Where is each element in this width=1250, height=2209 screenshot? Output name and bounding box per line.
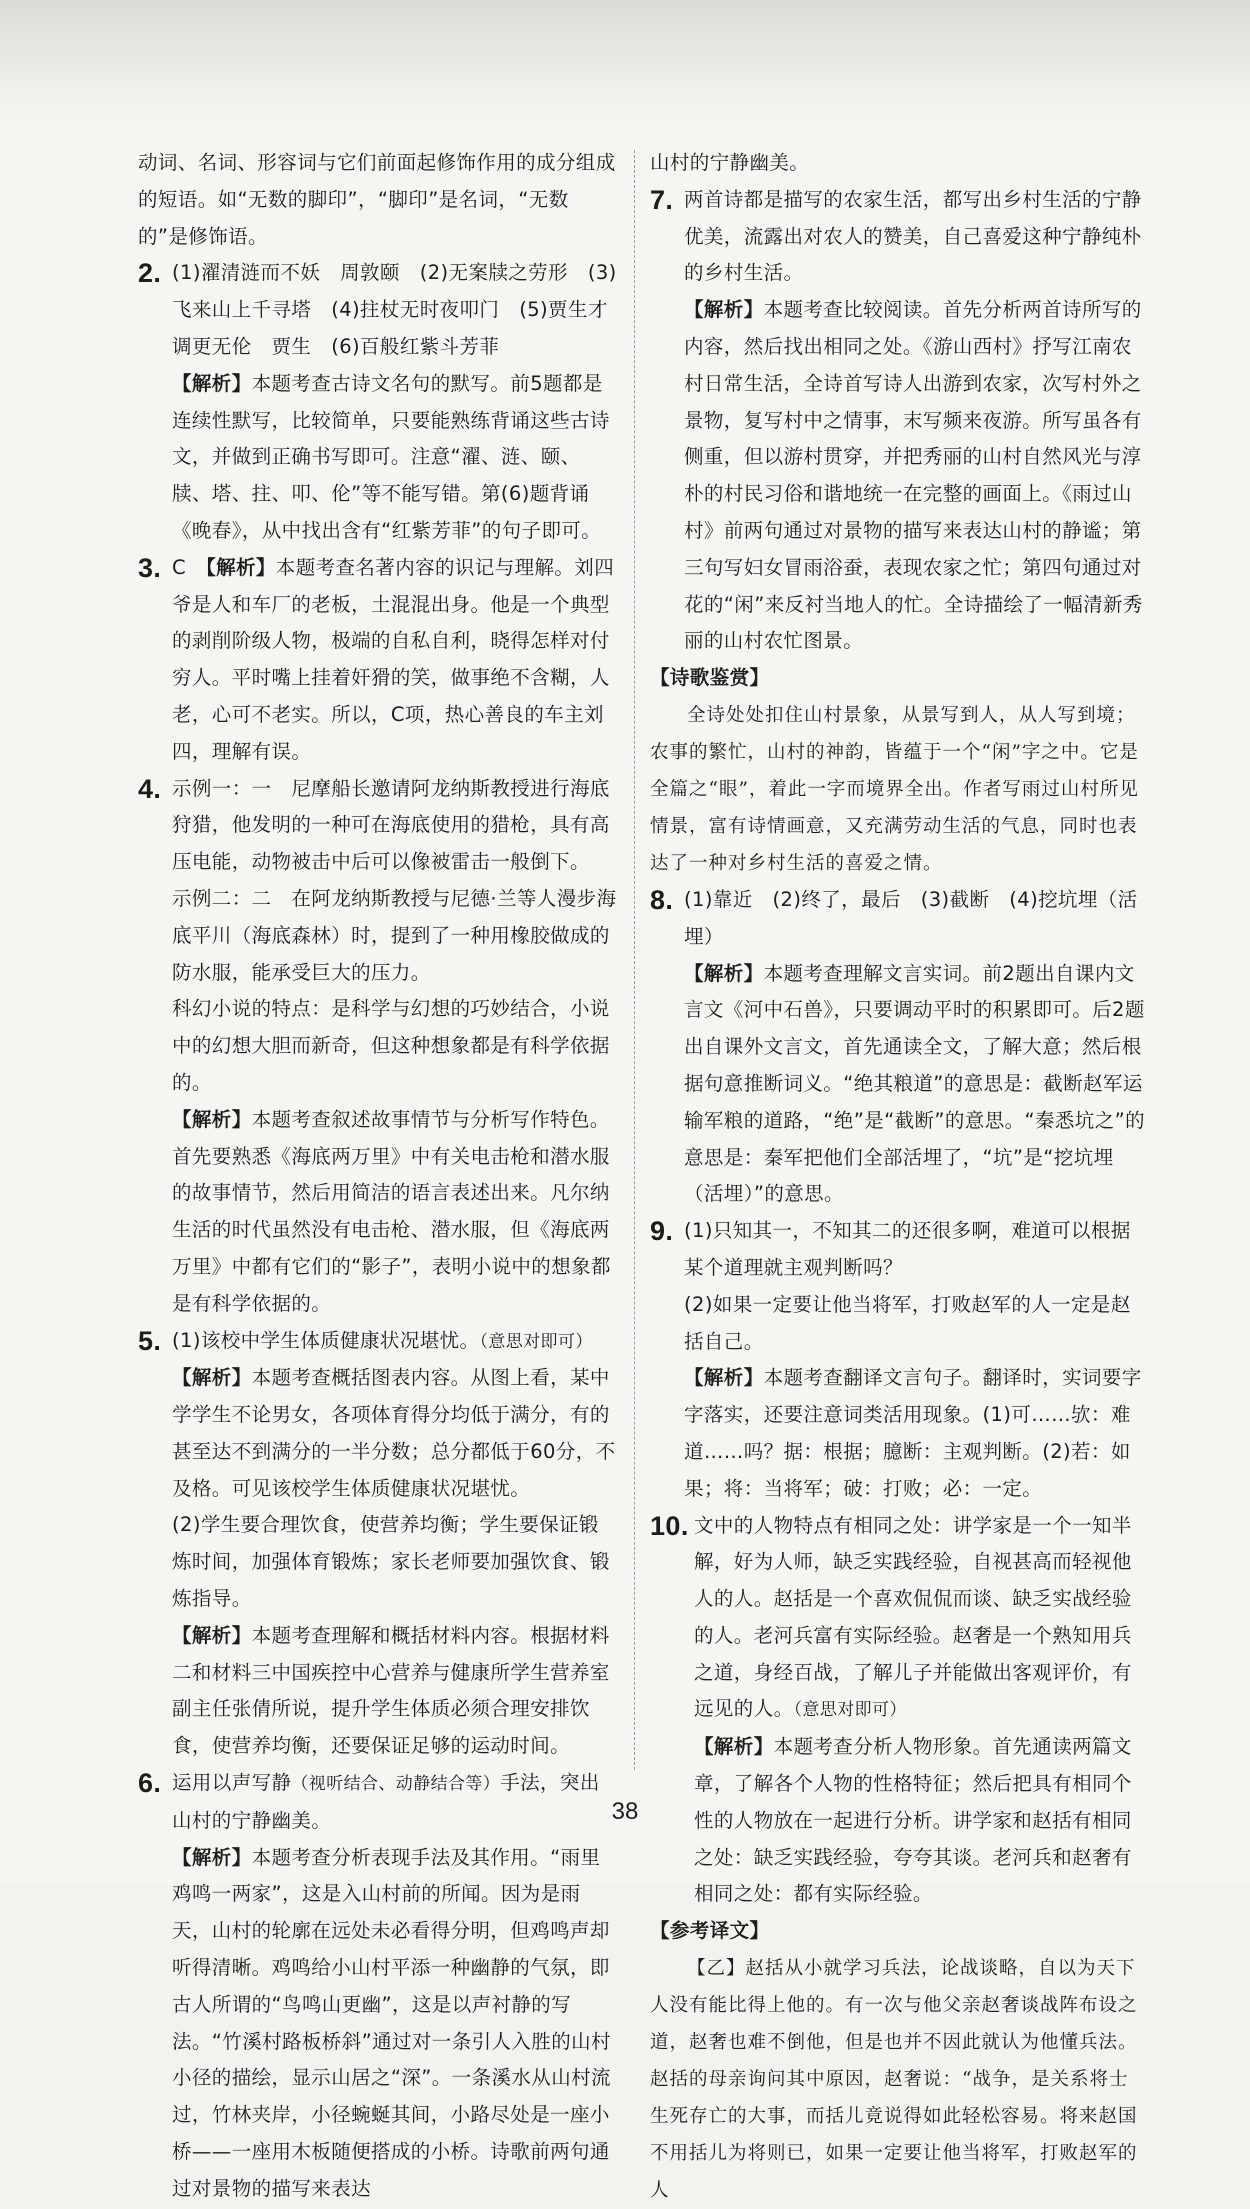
answer-text: C (172, 555, 187, 579)
reference-translation (650, 1913, 1145, 2209)
question-number: 4. (138, 773, 162, 804)
analysis-text: 本题考查叙述故事情节与分析写作特色。首先要熟悉《海底两万里》中有关电击枪和潜水服的故事情节，然后用简洁的语言表述出来。凡尔纳生活的时代虽然没有电击枪、潜水服，但《海底两万里》中都有它们的“影子”，表明小说中的想象都是有科学依据的。 (172, 1107, 611, 1315)
analysis-text: 本题考查理解文言实词。前2题出自课内文言文《河中石兽》，只要调动平时的积累即可。后2题出自课外文言文，首先通读全文，了解大意；然后根据句意推断词义。“绝其粮道”的意思是：截断赵军运输军粮的道路，“绝”是“截断”的意思。“秦悉坑之”的意思是：秦军把他们全部活埋了，“坑”是“挖坑埋（活埋）”的意思。 (684, 961, 1146, 1206)
question-number: 5. (138, 1325, 162, 1356)
analysis-text: 本题考查比较阅读。首先分析两首诗所写的内容，然后找出相同之处。《游山西村》抒写江南农村日常生活，全诗首写诗人出游到农家，次写村外之景物，复写村中之情事，末写频来夜游。所写虽各有侧重，但以游村贯穿，并把秀丽的山村自然风光与淳朴的村民习俗和谐地统一在完整的画面上。《雨过山村》前两句通过对景物的描写来表达山村的静谧；第三句写妇女冒雨浴蚕，表现农家之忙；第四句通过对花的“闲”来反衬当地人的忙。全诗描绘了一幅清新秀丽的山村农忙图景。 (684, 298, 1143, 653)
answer-text: (1)濯清涟而不妖 周敦颐 (2)无案牍之劳形 (3)飞来山上千寻塔 (4)拄杖无时夜叩门 (5)贾生才调更无伦 贾生 (6)百般红紫斗芳菲 (172, 261, 617, 358)
question-6 (138, 1765, 618, 2208)
analysis-text: 本题考查理解和概括材料内容。根据材料二和材料三中国疾控中心营养与健康所学生营养室副主任张倩所说，提升学生体质必须合理安排饮食，使营养均衡，还要保证足够的运动时间。 (172, 1623, 610, 1758)
answer-post: 手法，突出山村的宁静幽美。 (172, 1771, 600, 1832)
analysis-tag: 【解析】 (684, 1366, 764, 1390)
analysis-text: 本题考查古诗文名句的默写。前5题都是连续性默写，比较简单，只要能熟练背诵这些古诗文，并做到正确书写即可。注意“濯、涟、颐、牍、塔、拄、叩、伦”等不能写错。第(6)题背诵《晚春》，从中找出含有“红紫芳菲”的句子即可。 (172, 371, 610, 542)
left-column (138, 145, 618, 2208)
analysis-tag: 【解析】 (172, 1107, 252, 1131)
answer-note: （意思对即可） (793, 1700, 907, 1721)
analysis-tag: 【解析】 (205, 555, 276, 579)
question-number: 2. (138, 258, 162, 289)
translation-text: 【乙】赵括从小就学习兵法，论战谈略，自以为天下人没有能比得上他的。有一次与他父亲赵奢谈战阵布设之道，赵奢也难不倒他，但是也并不因此就认为他懂兵法。赵括的母亲询问其中原因，赵奢说：“战争，是关系将士生死存亡的大事，而括儿竟说得如此轻松容易。将来赵国不用括儿为将则已，如果一定要让他当将军，打败赵军的人 (650, 1958, 1138, 2202)
analysis-tag: 【解析】 (172, 1366, 252, 1390)
analysis-tag: 【解析】 (684, 961, 764, 985)
analysis-tag: 【解析】 (172, 1845, 252, 1869)
question-8 (650, 882, 1145, 1213)
question-number: 9. (650, 1216, 674, 1247)
answer-2: (2)如果一定要让他当将军，打败赵军的人一定是赵括自己。 (684, 1292, 1131, 1353)
question-7 (650, 182, 1145, 660)
answer-2: (2)学生要合理饮食，使营养均衡；学生要保证锻炼时间，加强体育锻炼；家长老师要加强饮食、锻炼指导。 (172, 1513, 610, 1611)
question-5 (138, 1323, 618, 1766)
question-9 (650, 1213, 1145, 1507)
example-1: 示例一：一 尼摩船长邀请阿龙纳斯教授进行海底狩猎，他发明的一种可在海底使用的猎枪，具有高压电能，动物被击中后可以像被雷击一般倒下。 (172, 776, 610, 874)
answer-text: 两首诗都是描写的农家生活，都写出乡村生活的宁静优美，流露出对农人的赞美，自己喜爱这种宁静纯朴的乡村生活。 (684, 187, 1142, 285)
analysis-tag: 【解析】 (172, 1623, 252, 1647)
answer-pre: 运用以声写静 (172, 1771, 292, 1795)
right-lead-text: 山村的宁静幽美。 (650, 151, 810, 174)
analysis-text: 本题考查名著内容的识记与理解。刘四爷是人和车厂的老板，土混混出身。他是一个典型的剥削阶级人物，极端的自私自利，晓得怎样对付穷人。平时嘴上挂着奸猾的笑，做事绝不含糊，人老，心可不老实。所以，C项，热心善良的车主刘四，理解有误。 (172, 555, 615, 763)
answer-note: （意思对即可） (479, 1331, 593, 1352)
section-title: 【参考译文】 (650, 1919, 770, 1943)
analysis-text: 本题考查分析表现手法及其作用。“雨里鸡鸣一两家”，这是入山村前的所闻。因为是雨天，山村的轮廓在远处未必看得分明，但鸡鸣声却听得清晰。鸡鸣给小山村平添一种幽静的气氛，即古人所谓的“鸟鸣山更幽”，这是以声衬静的写法。“竹溪村路板桥斜”通过对一条引人入胜的山村小径的描绘，显示山居之“深”。一条溪水从山村流过，竹林夹岸，小径蜿蜒其间，小路尽处是一座小桥——一座用木板随便搭成的小桥。诗歌前两句通过对景物的描写来表达 (172, 1845, 611, 2200)
answer-1: (1)只知其一，不知其二的还很多啊，难道可以根据某个道理就主观判断吗？ (684, 1219, 1131, 1279)
scan-shadow (0, 0, 1250, 130)
question-number: 10. (650, 1510, 689, 1541)
question-number: 8. (650, 884, 674, 915)
left-lead-text: 动词、名词、形容词与它们前面起修饰作用的成分组成的短语。如“无数的脚印”，“脚印”是名词，“无数的”是修饰语。 (138, 151, 616, 248)
question-2 (138, 255, 618, 549)
poem-appreciation (650, 660, 1145, 882)
right-column (650, 145, 1145, 2209)
question-number: 3. (138, 552, 162, 583)
question-3 (138, 550, 618, 771)
analysis-tag: 【解析】 (172, 371, 252, 395)
page-number: 38 (611, 1798, 639, 1825)
question-10 (650, 1508, 1145, 1914)
analysis-text: 本题考查分析人物形象。首先通读两篇文章，了解各个人物的性格特征；然后把具有相同个性的人物放在一起进行分析。讲学家和赵括有相同之处：缺乏实践经验，夸夸其谈。老河兵和赵奢有相同之处：都有实际经验。 (694, 1735, 1132, 1906)
answer-note: （视听结合、动静结合等） (291, 1774, 501, 1795)
appreciation-text: 全诗处处扣住山村景象，从景写到人，从人写到境；农事的繁忙，山村的神韵，皆蕴于一个“闲”字之中。它是全篇之“眼”，着此一字而境界全出。作者写雨过山村所见情景，富有诗情画意，又充满劳动生活的气息，同时也表达了一种对乡村生活的喜爱之情。 (650, 704, 1139, 874)
analysis-text: 本题考查概括图表内容。从图上看，某中学学生不论男女，各项体育得分均低于满分，有的甚至达不到满分的一半分数；总分都低于60分，不及格。可见该校学生体质健康状况堪忧。 (172, 1366, 616, 1500)
feature-text: 科幻小说的特点：是科学与幻想的巧妙结合，小说中的幻想大胆而新奇，但这种想象都是有科学依据的。 (172, 997, 610, 1094)
analysis-tag: 【解析】 (694, 1735, 774, 1759)
analysis-text: 本题考查翻译文言句子。翻译时，实词要字字落实，还要注意词类活用现象。(1)可……欤：难道……吗？据：根据；臆断：主观判断。(2)若：如果；将：当将军；破：打败；必：一定。 (684, 1366, 1142, 1500)
analysis (172, 366, 618, 550)
question-number: 6. (138, 1768, 162, 1799)
answer-text: 文中的人物特点有相同之处：讲学家是一个一知半解，好为人师，缺乏实践经验，自视甚高而轻视他人的人。赵括是一个喜欢侃侃而谈、缺乏实战经验的人。老河兵富有实际经验。赵奢是一个熟知用兵之道，身经百战，了解儿子并能做出客观评价，有远见的人。 (694, 1513, 1132, 1721)
column-divider (634, 150, 635, 1770)
question-number: 7. (650, 184, 674, 215)
answer-text: (1)靠近 (2)终了，最后 (3)截断 (4)挖坑埋（活埋） (684, 887, 1138, 948)
answer-1: (1)该校中学生体质健康状况堪忧。 (172, 1328, 480, 1352)
section-title: 【诗歌鉴赏】 (650, 666, 770, 690)
analysis-tag: 【解析】 (684, 298, 764, 322)
example-2: 示例二：二 在阿龙纳斯教授与尼德·兰等人漫步海底平川（海底森林）时，提到了一种用橡胶做成的防水服，能承受巨大的压力。 (172, 886, 617, 984)
question-4 (138, 771, 618, 1323)
